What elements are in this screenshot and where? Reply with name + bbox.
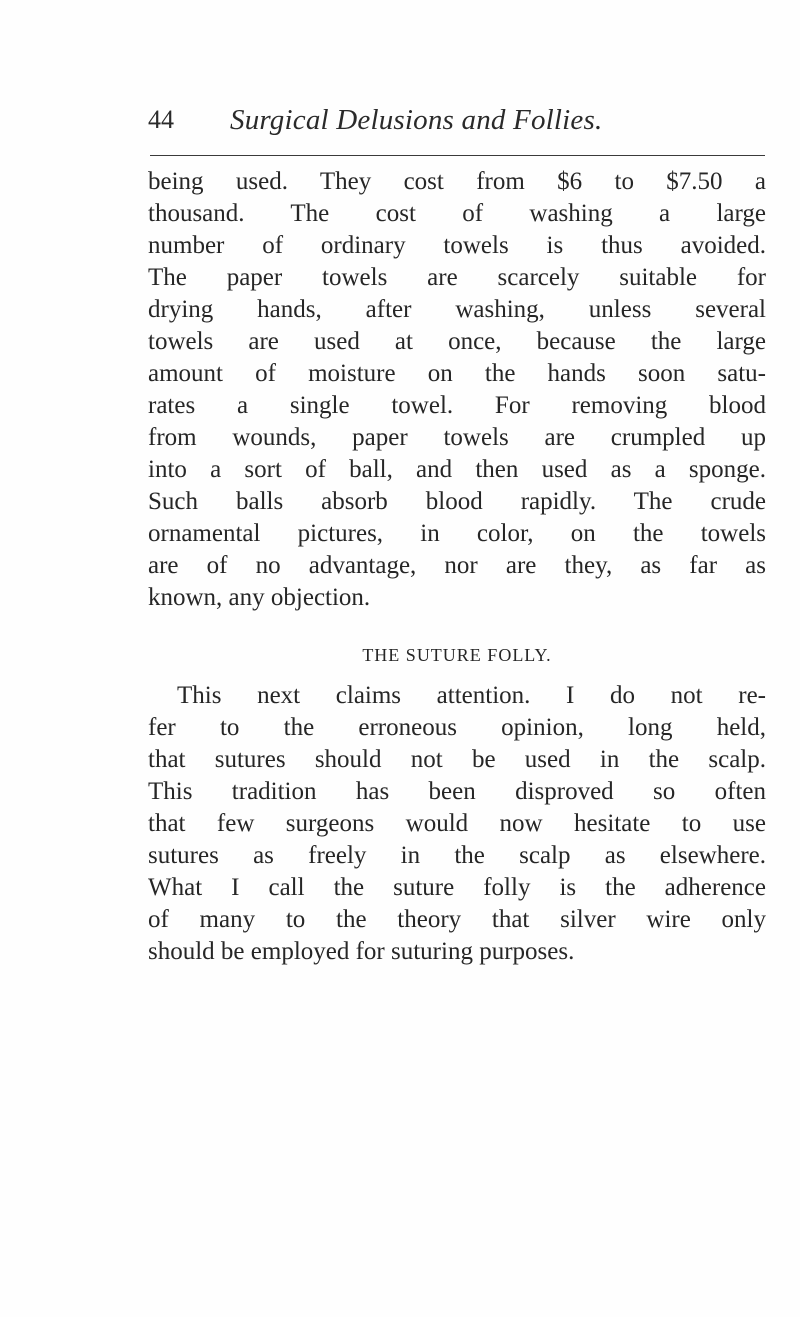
text-line: from wounds, paper towels are crumpled up (148, 424, 766, 451)
text-line: This next claims attention. I do not re- (177, 682, 766, 709)
text-line: thousand. The cost of washing a large (148, 200, 766, 227)
text-line: sutures as freely in the scalp as elsewhere. (148, 842, 766, 869)
text-line: that few surgeons would now hesitate to use (148, 810, 766, 837)
page-number: 44 (148, 105, 174, 134)
text-line: rates a single towel. For removing blood (148, 392, 766, 419)
paragraph-towels (148, 166, 766, 614)
text-line: into a sort of ball, and then used as a sponge. (148, 456, 766, 483)
text-line: drying hands, after washing, unless several (148, 296, 766, 323)
text-line: ornamental pictures, in color, on the towels (148, 520, 766, 547)
text-line: towels are used at once, because the large (148, 328, 766, 355)
text-line: This tradition has been disproved so often (148, 778, 766, 805)
header-rule (150, 155, 765, 156)
text-line: fer to the erroneous opinion, long held, (148, 714, 766, 741)
text-line: What I call the suture folly is the adherence (148, 874, 766, 901)
paragraph-suture-folly (148, 680, 766, 968)
text-line: The paper towels are scarcely suitable for (148, 264, 766, 291)
text-line: known, any objection. (148, 584, 371, 611)
text-line: that sutures should not be used in the scalp. (148, 746, 766, 773)
text-line: of many to the theory that silver wire only (148, 906, 766, 933)
text-line: should be employed for suturing purposes. (148, 938, 575, 965)
page-header (148, 100, 766, 140)
text-line: number of ordinary towels is thus avoided. (148, 232, 766, 259)
section-heading: THE SUTURE FOLLY. (362, 645, 552, 665)
running-title: Surgical Delusions and Follies. (230, 104, 603, 136)
text-line: amount of moisture on the hands soon satu- (148, 360, 766, 387)
text-line: being used. They cost from $6 to $7.50 a (148, 168, 766, 195)
text-line: are of no advantage, nor are they, as far as (148, 552, 766, 579)
text-line: Such balls absorb blood rapidly. The crude (148, 488, 766, 515)
